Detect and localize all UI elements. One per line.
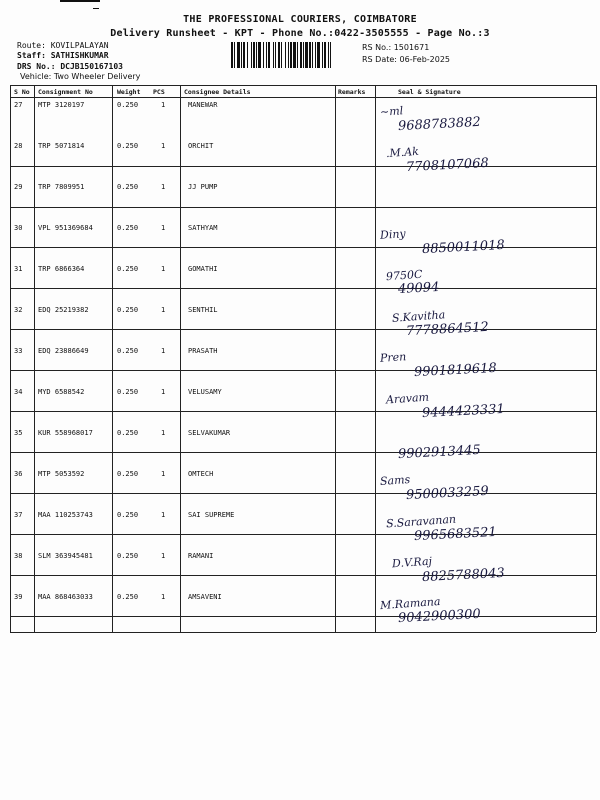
cell-consignment: MAA 110253743 (38, 511, 93, 519)
barcode-bar (247, 42, 248, 68)
scan-mark (93, 8, 99, 9)
vehicle-text: Vehicle: Two Wheeler Delivery (20, 72, 141, 81)
barcode-bar (258, 42, 261, 68)
cell-sno: 37 (14, 511, 23, 519)
runsheet-title: Delivery Runsheet - KPT - Phone No.:0422-3505555 - Page No.:3 (110, 28, 490, 39)
cell-weight: 0.250 (117, 265, 139, 273)
barcode-bar (322, 42, 323, 68)
signature-scribble: S.Kavitha (391, 308, 446, 325)
barcode-bar (237, 42, 240, 68)
cell-consignee: SELVAKUMAR (188, 429, 231, 437)
col-header-seal: Seal & Signature (398, 88, 461, 96)
drs-text: DRS No.: DCJB150167103 (17, 62, 123, 71)
cell-consignee: SATHYAM (188, 224, 218, 232)
cell-consignee: OMTECH (188, 470, 214, 478)
table-rule (10, 207, 596, 208)
cell-consignment: EDQ 25219382 (38, 306, 89, 314)
signature-scribble: D.V.Raj (391, 554, 433, 571)
signature-phone-number: 9042900300 (397, 606, 482, 627)
table-rule (10, 166, 596, 167)
cell-pcs: 1 (161, 511, 166, 519)
table-rule (10, 493, 596, 494)
cell-consignee: PRASATH (188, 347, 218, 355)
cell-weight: 0.250 (117, 224, 139, 232)
table-rule (10, 85, 596, 86)
table-rule (10, 247, 596, 248)
table-column-rule (335, 85, 336, 632)
col-header-pcs: PCS (153, 88, 165, 96)
cell-consignee: SAI SUPREME (188, 511, 235, 519)
barcode-bar (328, 42, 329, 68)
table-column-rule (112, 85, 113, 632)
cell-sno: 31 (14, 265, 23, 273)
barcode-bar (256, 42, 257, 68)
table-column-rule (596, 85, 597, 632)
barcode-bar (266, 42, 267, 68)
cell-sno: 35 (14, 429, 23, 437)
cell-weight: 0.250 (117, 552, 139, 560)
route-text: Route: KOVILPALAYAN (17, 41, 109, 50)
table-rule (10, 288, 596, 289)
cell-consignee: MANEWAR (188, 101, 218, 109)
cell-pcs: 1 (161, 224, 166, 232)
barcode-bar (300, 42, 302, 68)
barcode-bar (309, 42, 311, 68)
cell-consignment: MYD 6588542 (38, 388, 85, 396)
cell-weight: 0.250 (117, 183, 139, 191)
table-rule (10, 534, 596, 535)
company-name: THE PROFESSIONAL COURIERS, COIMBATORE (183, 14, 417, 25)
cell-weight: 0.250 (117, 388, 139, 396)
table-column-rule (34, 85, 35, 632)
cell-consignment: TRP 7809951 (38, 183, 85, 191)
col-header-sno: S No (14, 88, 30, 96)
cell-consignment: MAA 868463033 (38, 593, 93, 601)
cell-pcs: 1 (161, 183, 166, 191)
signature-phone-number: 9902913445 (397, 442, 482, 463)
table-rule (10, 329, 596, 330)
barcode-bar (275, 42, 276, 68)
cell-sno: 39 (14, 593, 23, 601)
table-rule (10, 370, 596, 371)
cell-pcs: 1 (161, 347, 166, 355)
signature-scribble: Aravam (385, 390, 430, 407)
cell-consignment: VPL 951369684 (38, 224, 93, 232)
scan-mark (60, 0, 100, 2)
barcode-bar (285, 42, 286, 68)
barcode-bar (312, 42, 313, 68)
col-header-consignee: Consignee Details (184, 88, 251, 96)
cell-consignment: EDQ 23886649 (38, 347, 89, 355)
cell-sno: 34 (14, 388, 23, 396)
col-header-remarks: Remarks (338, 88, 366, 96)
signature-phone-number: 9901819618 (413, 360, 498, 381)
barcode-bar (278, 42, 280, 68)
signature-scribble: Sams (379, 472, 411, 489)
cell-consignment: SLM 363945481 (38, 552, 93, 560)
barcode-bar (297, 42, 298, 68)
cell-weight: 0.250 (117, 347, 139, 355)
signature-scribble: ~ml (379, 104, 404, 119)
signature-phone-number: 7708107068 (405, 155, 490, 176)
cell-sno: 30 (14, 224, 23, 232)
barcode-bar (330, 42, 331, 68)
table-rule (10, 575, 596, 576)
cell-sno: 38 (14, 552, 23, 560)
cell-consignment: KUR 558968017 (38, 429, 93, 437)
signature-phone-number: 8850011018 (421, 237, 506, 258)
barcode-bar (288, 42, 289, 68)
table-rule (10, 411, 596, 412)
cell-pcs: 1 (161, 552, 166, 560)
table-rule (10, 452, 596, 453)
cell-consignment: MTP 3120197 (38, 101, 85, 109)
cell-pcs: 1 (161, 429, 166, 437)
cell-weight: 0.250 (117, 593, 139, 601)
cell-pcs: 1 (161, 306, 166, 314)
cell-sno: 36 (14, 470, 23, 478)
barcode-bar (305, 42, 308, 68)
barcode-bar (263, 42, 264, 68)
barcode-bar (315, 42, 316, 68)
signature-scribble: Pren (379, 350, 407, 365)
signature-phone-number: 9965683521 (413, 524, 498, 545)
barcode-bar (253, 42, 255, 68)
cell-sno: 33 (14, 347, 23, 355)
signature-scribble: .M.Ak (385, 144, 420, 161)
cell-sno: 32 (14, 306, 23, 314)
signature-scribble: Diny (379, 227, 407, 242)
col-header-weight: Weight (117, 88, 141, 96)
cell-weight: 0.250 (117, 142, 139, 150)
cell-consignee: VELUSAMY (188, 388, 222, 396)
signature-phone-number: 49094 (397, 279, 440, 298)
signature-scribble: 9750C (385, 267, 423, 284)
cell-weight: 0.250 (117, 470, 139, 478)
signature-phone-number: 8825788043 (421, 565, 506, 586)
barcode-bar (293, 42, 296, 68)
cell-consignee: ORCHIT (188, 142, 214, 150)
rs-number: RS No.: 1501671 (362, 43, 430, 52)
barcode-bar (303, 42, 304, 68)
cell-pcs: 1 (161, 388, 166, 396)
cell-weight: 0.250 (117, 306, 139, 314)
signature-scribble: M.Ramana (379, 594, 441, 613)
barcode-bar (324, 42, 326, 68)
table-column-rule (375, 85, 376, 632)
barcode-bar (317, 42, 320, 68)
cell-consignee: GOMATHI (188, 265, 218, 273)
cell-consignment: TRP 6866364 (38, 265, 85, 273)
cell-consignee: SENTHIL (188, 306, 218, 314)
barcode-bar (251, 42, 252, 68)
barcode-bar (273, 42, 274, 68)
cell-weight: 0.250 (117, 429, 139, 437)
cell-pcs: 1 (161, 265, 166, 273)
signature-phone-number: 7778864512 (405, 319, 490, 340)
barcode-bar (268, 42, 270, 68)
cell-weight: 0.250 (117, 511, 139, 519)
barcode-bar (234, 42, 235, 68)
signature-scribble: S.Saravanan (385, 512, 457, 531)
cell-pcs: 1 (161, 593, 166, 601)
cell-pcs: 1 (161, 101, 166, 109)
table-rule (10, 616, 596, 617)
cell-consignment: TRP 5071814 (38, 142, 85, 150)
barcode-bar (241, 42, 242, 68)
staff-text: Staff: SATHISHKUMAR (17, 51, 109, 60)
rs-date: RS Date: 06-Feb-2025 (362, 55, 451, 64)
barcode-bar (281, 42, 282, 68)
table-rule (10, 632, 596, 633)
cell-consignee: AMSAVENI (188, 593, 222, 601)
table-rule (10, 97, 596, 98)
col-header-consignment: Consignment No (38, 88, 93, 96)
table-column-rule (10, 85, 11, 632)
barcode-bar (243, 42, 245, 68)
cell-sno: 27 (14, 101, 23, 109)
cell-consignment: MTP 5053592 (38, 470, 85, 478)
signature-phone-number: 9444423331 (421, 401, 506, 422)
cell-pcs: 1 (161, 142, 166, 150)
barcode (230, 42, 354, 68)
cell-sno: 29 (14, 183, 23, 191)
cell-weight: 0.250 (117, 101, 139, 109)
cell-sno: 28 (14, 142, 23, 150)
cell-pcs: 1 (161, 470, 166, 478)
signature-phone-number: 9500033259 (405, 483, 490, 504)
barcode-bar (290, 42, 292, 68)
table-column-rule (180, 85, 181, 632)
cell-consignee: JJ PUMP (188, 183, 218, 191)
barcode-bar (231, 42, 233, 68)
cell-consignee: RAMANI (188, 552, 214, 560)
signature-phone-number: 9688783882 (397, 114, 482, 135)
